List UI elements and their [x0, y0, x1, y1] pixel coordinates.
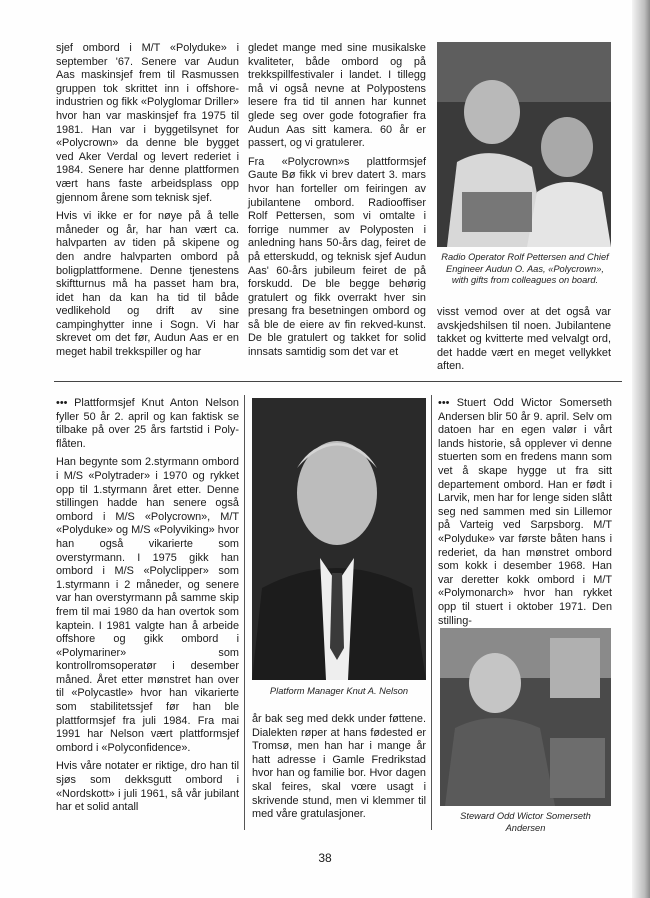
bottom-column-1	[56, 397, 239, 820]
photo-image	[440, 628, 611, 806]
column-rule	[431, 395, 432, 830]
paragraph: visst vemod over at det også var avskjedshilsen til noen. Jubilantene takket og kvitterte med velvalgt ord, det hadde vært en meget vellykket aften.	[437, 306, 611, 373]
top-column-3-text	[437, 306, 611, 379]
section-divider	[54, 381, 622, 382]
paragraph: Hvis våre notater er riktige, dro han til sjøs som dekksgutt ombord i «Nordskott» i juli 1961, så vår jubilant har et solid antall	[56, 760, 239, 814]
photo-caption: Platform Manager Knut A. Nelson	[269, 686, 409, 696]
photo-image	[437, 42, 611, 247]
photo-caption: Radio Operator Rolf Pettersen and Chief Engineer Audun O. Aas, «Polycrown», with gifts from colleagues on board.	[441, 252, 609, 285]
paragraph: ••• Stuert Odd Wictor Somerseth Andersen blir 50 år 9. april. Selv om datoen har en egen valør i vårt lands historie, så opplever vi denne stuerten som en fredens mann som vet å skape hygge ut fra sitt departement ombord. Han er født i Larvik, men har for lenge siden slått seg ned sammen med sin Lillemor på Varteig ved Sarpsborg. M/T «Polyduke» var første båten hans i rederiet, da han mønstret ombord som kokk i desember 1968. Han var deretter kokk ombord i M/T «Polymonarch» hvor han rykket opp til stuert i oktober 1971. Den stilling-	[438, 397, 612, 627]
photo-steward	[440, 628, 611, 806]
bottom-column-2-text	[252, 713, 426, 827]
top-column-2	[248, 42, 426, 365]
paragraph: ••• Plattformsjef Knut Anton Nelson fyller 50 år 2. april og kan faktisk se tilbake på over 25 års fartstid i Poly-flåten.	[56, 397, 239, 450]
page-number: 38	[318, 851, 332, 865]
paragraph: år bak seg med dekk under føttene. Dialekten røper at hans fødested er Tromsø, men han har i mange år hatt adresse i Gamle Fredrikstad hvor han og familie bor. Hvor dagen skal feires, skal vœre usagt i skrivende stund, men vi klemmer til med våre gratulasjoner.	[252, 713, 426, 821]
photo-caption: Steward Odd Wictor Somerseth Andersen	[460, 811, 591, 833]
paragraph: Fra «Polycrown»s plattformsjef Gaute Bø fikk vi brev datert 3. mars hvor han forteller om feiringen av jubilantene ombord. Radiooffiser Rolf Pettersen, som vi omtalte i forrige nummer av Polyposten i anledning hans 50-års dag, feiret de på etterskudd, og teknisk sjef Audun Aas' 60-års jubileum feiret de på forskudd. De ble begge behørig gratulert og fikk overrakt hver sin presang fra besetningen ombord og så ble de eiere av fin rekved-kunst. De ble gratulert og takket for solid innsats samtidig som det var et	[248, 155, 426, 359]
photo-platform-manager	[252, 398, 426, 680]
paragraph: gledet mange med sine musikalske kvaliteter, både ombord og på trekkspillfestivaler i landet. I tillegg må vi også nevne at Polypostens lesere fra tid til annen har kunnet glede seg over gode fotografier fra Audun Aas sitt kamera. 60 år er passert, og vi gratulerer.	[248, 42, 426, 150]
bottom-column-3	[438, 397, 612, 633]
paragraph: sjef ombord i M/T «Polyduke» i september '67. Senere var Audun Aas maskinsjef frem til Rasmussen gruppen tok skrittet inn i offshore-industrien og fikk «Polyglomar Driller» hvor han var maskinsjef fra 1975 til 1981. Han var i byggetilsynet for «Polycrown» da denne ble bygget ved Aker Verdal og levert rederiet i 1984. Senere har denne plattformen vært hans faste arbeidsplass opp gjennom årene som teknisk sjef.	[56, 42, 239, 204]
photo-radio-operator-and-chief-engineer	[437, 42, 611, 247]
page-binding-edge	[632, 0, 650, 898]
photo-image	[252, 398, 426, 680]
column-rule	[244, 395, 245, 830]
top-column-1	[56, 42, 239, 365]
paragraph: Hvis vi ikke er for nøye på å telle måneder og år, har han vært ca. halvparten av tiden på skipene og den andre halvparten ombord på boligplattformene. Denne tjenestens skiftturnus må ha passet ham bra, idet han da kan ha tid til både vedlikehold og drift av sine campinghytter inne i Sogn. Vi har skrevet om det før, Audun Aas er en meget habil trekkspiller og har	[56, 210, 239, 359]
paragraph: Han begynte som 2.styrmann ombord i M/S «Polytrader» i 1970 og rykket opp til 1.styrmann året etter. Denne stillingen hadde han senere også ombord i M/S «Polycrown», M/T «Polyduke» og M/S «Polyviking» hvor han også vikarierte som overstyrmann. I 1975 gikk han ombord i M/S «Polyclipper» som 1.styrmann i 2 måneder, og senere var han overstyrmann på samme skip frem til mai 1980 da han overtok som kaptein. I 1981 valgte han å arbeide offshore og gikk ombord i «Polymariner» som kontrollromsoperatør i desember måned. Året etter mønstret han over til «Polycastle» hvor han vikarierte som stabilitetssjef før han ble plattformsjef fra juli 1984. Fra mai 1991 har Nelson vært plattformsjef ombord i «Polyconfidence».	[56, 456, 239, 754]
